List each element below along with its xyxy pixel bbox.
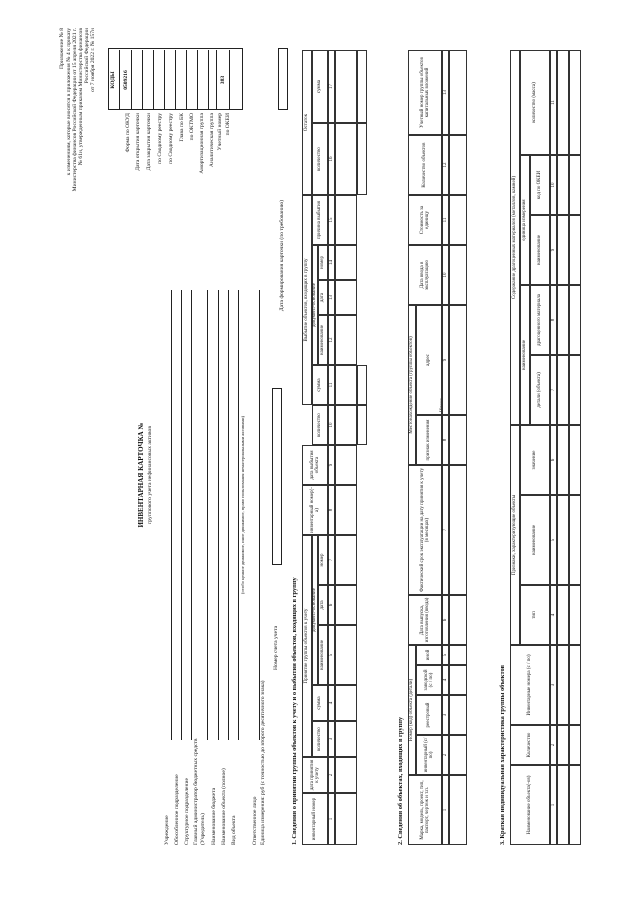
field-vid: Вид объекта — [231, 815, 237, 845]
section3-data-cell[interactable] — [557, 645, 569, 725]
section3-data-cell[interactable] — [569, 425, 581, 495]
section3-column-number: 6 — [550, 425, 557, 495]
section2-header-cell: Номер (код) объекта (детали) — [408, 645, 416, 775]
section2-column-number: 12 — [442, 135, 449, 195]
section2-header-cell: Дата выпуска, изготовления (ввода) — [408, 595, 442, 645]
field-schet: Номер счета учета — [273, 625, 279, 670]
section3-data-cell[interactable] — [557, 215, 569, 285]
section1-data-cell[interactable] — [335, 585, 357, 625]
section1-total-cell[interactable] — [357, 123, 367, 195]
appendix-line-2: Министерства финансов Российской Федерации от 15 апреля 2021 г. — [72, 28, 78, 192]
section3-header-cell: Инвентарные номера (с / по) — [510, 645, 550, 725]
section1-data-cell[interactable] — [335, 625, 357, 685]
section1-column-number: 17 — [328, 50, 335, 123]
section3-column-number: 8 — [550, 285, 557, 355]
field-obosobl: Обособленное подразделение — [174, 774, 180, 845]
section1-data-cell[interactable] — [335, 535, 357, 585]
open-date-label: Дата открытия карточки — [135, 113, 141, 171]
section1-total-cell[interactable] — [357, 405, 367, 445]
section2-data-cell[interactable] — [449, 645, 467, 665]
appendix-line-1: к изменениям, которые вносятся в приложения № 4 к приказу — [66, 28, 72, 176]
section1-header-cell: количество — [312, 405, 328, 445]
section1-header-cell: дата принятия к учету — [302, 757, 328, 793]
section3-data-cell[interactable] — [557, 495, 569, 585]
section1-column-number: 12 — [328, 315, 335, 365]
section1-data-cell[interactable] — [335, 123, 357, 195]
section1-header-cell: номер — [318, 535, 328, 585]
formed-date-label: Дата формирования карточки (по требованию) — [279, 200, 285, 312]
field-naimen: Наименование объекта (полное) — [221, 768, 227, 845]
field-vid-hint: (особо ценное движимое, иное движимое, право пользования нематериальными активами) — [240, 415, 245, 595]
section2-column-number: 1 — [442, 775, 449, 845]
section1-header-cell: сумма — [312, 365, 328, 405]
section1-header-cell: дата выбытия объекта — [302, 445, 328, 485]
section3-data-cell[interactable] — [569, 765, 581, 845]
section1-column-number: 15 — [328, 195, 335, 245]
section1-column-number: 5 — [328, 625, 335, 685]
section2-header-cell: Дата ввода в эксплуатацию — [408, 245, 442, 305]
section3-column-number: 7 — [550, 355, 557, 425]
section2-header-cell: Количество объектов — [408, 135, 442, 195]
section1-data-cell[interactable] — [335, 245, 357, 280]
field-uchrezhdenie: Учреждение — [164, 815, 170, 845]
field-strukt: Структурное подразделение — [184, 778, 190, 845]
section2-data-cell[interactable] — [449, 735, 467, 775]
section2-column-number: 10 — [442, 245, 449, 305]
section2-header-cell: признак изменения — [416, 415, 442, 465]
glava-bk-label: Глава по БК — [179, 113, 185, 142]
registry-label-2: по Сводному реестру — [168, 113, 174, 164]
section1-total-cell[interactable] — [357, 50, 367, 123]
okud-label: Форма по ОКУД — [125, 113, 131, 153]
section3-data-cell[interactable] — [569, 585, 581, 645]
section3-data-cell[interactable] — [557, 355, 569, 425]
field-byudzhet: Наименование бюджета — [211, 787, 217, 845]
section2-column-number: 3 — [442, 695, 449, 735]
section2-data-cell[interactable] — [449, 245, 467, 305]
section2-data-cell[interactable] — [449, 465, 467, 595]
registry-label-1: по Сводному реестру — [157, 113, 163, 164]
section3-data-cell[interactable] — [569, 50, 581, 155]
section3-header-cell: наименование — [530, 215, 550, 285]
section3-data-cell[interactable] — [569, 215, 581, 285]
section1-data-cell[interactable] — [335, 445, 357, 485]
section1-column-number: 11 — [328, 365, 335, 405]
section2-column-number: 8 — [442, 415, 449, 465]
section2-column-number: 9 — [442, 305, 449, 415]
section1-column-number: 7 — [328, 535, 335, 585]
section1-data-cell[interactable] — [335, 195, 357, 245]
section3-data-cell[interactable] — [569, 285, 581, 355]
section2-data-cell[interactable] — [449, 135, 467, 195]
section2-column-number: 11 — [442, 195, 449, 245]
section1-column-number: 10 — [328, 405, 335, 445]
section1-column-number: 8 — [328, 485, 335, 535]
close-date-label: Дата закрытия карточки — [146, 113, 152, 171]
section1-column-number: 16 — [328, 123, 335, 195]
section1-data-cell[interactable] — [335, 365, 357, 405]
section1-title: 1. Сведения о принятии группы объектов к учету и о выбытии объектов, входящих в группу — [291, 577, 298, 845]
section1-data-cell[interactable] — [335, 757, 357, 793]
card-subtitle: группового учета нефинансовых активов — [147, 426, 153, 524]
section3-column-number: 3 — [550, 645, 557, 725]
section1-header-cell: Выбытие объектов, входящих в группу — [302, 195, 312, 405]
section3-header-cell: Признаки, характеризующие объекты — [510, 425, 520, 645]
section1-data-cell[interactable] — [335, 721, 357, 757]
section3-header-cell: Содержание драгоценных материалов (металлов, камней) — [510, 50, 520, 425]
section3-data-cell[interactable] — [557, 725, 569, 765]
section1-column-number: 1 — [328, 793, 335, 845]
section3-header-cell: детали (объекта) — [530, 355, 550, 425]
section1-data-cell[interactable] — [335, 485, 357, 535]
section1-data-cell[interactable] — [335, 315, 357, 365]
section1-data-cell[interactable] — [335, 793, 357, 845]
section1-header-cell: причина выбытия — [312, 195, 328, 245]
section2-header-cell: Местонахождение объекта (группы объектов) — [408, 305, 416, 465]
amort-group-label: Амортизационная группа — [199, 113, 205, 174]
section3-data-cell[interactable] — [569, 155, 581, 215]
section2-column-number: 2 — [442, 735, 449, 775]
section3-data-cell[interactable] — [557, 585, 569, 645]
appendix-line-4: Российской Федерации — [84, 28, 90, 84]
section1-header-cell: Принятие группы объектов к учету — [302, 535, 312, 757]
section3-title: 3. Краткая индивидуальная характеристика группы объектов — [499, 664, 506, 845]
codes-header: КОДЫ — [110, 71, 116, 89]
section1-header-cell: инвентарный номер(-а) — [302, 485, 328, 535]
section3-column-number: 9 — [550, 215, 557, 285]
oktmo-label: по ОКТМО — [189, 113, 195, 141]
section1-data-cell[interactable] — [335, 50, 357, 123]
section1-header-cell: сумма — [312, 50, 328, 123]
section3-header-cell: наименование — [520, 285, 530, 425]
section2-header-cell: Учетный номер группы объектов капитальных вложений — [408, 50, 442, 135]
section3-header-cell: единица измерения — [520, 155, 530, 285]
section2-header-cell: иной — [416, 645, 442, 665]
section1-header-cell: сумма — [312, 685, 328, 721]
section1-data-cell[interactable] — [335, 685, 357, 721]
section2-header-cell: адрес — [416, 305, 442, 415]
field-glavny-1: Главный администратор бюджетных средств — [193, 738, 199, 845]
account-number-label: Учетный номер — [217, 113, 223, 151]
section1-header-cell: Остаток — [302, 50, 312, 195]
section1-data-cell[interactable] — [335, 280, 357, 315]
section2-header-cell: инвентарный (с/ по) — [416, 735, 442, 775]
section3-data-cell[interactable] — [557, 155, 569, 215]
section3-column-number: 1 — [550, 765, 557, 845]
section3-header-cell: тип — [520, 585, 550, 645]
section1-header-cell: наименование — [318, 625, 328, 685]
section1-data-cell[interactable] — [335, 405, 357, 445]
section1-header-cell: документ-основание — [312, 535, 318, 685]
section3-column-number: 11 — [550, 50, 557, 155]
formed-date-box — [278, 48, 288, 110]
section2-column-number: 13 — [442, 50, 449, 135]
section2-header-cell: заводской (с / по) — [416, 665, 442, 695]
section2-header-cell: Марка, модель, проект, тип, паспорт, чертеж и т.п. — [408, 775, 442, 845]
section3-header-cell: значение — [520, 425, 550, 495]
section3-data-cell[interactable] — [569, 645, 581, 725]
section2-column-number: 5 — [442, 645, 449, 665]
section1-header-cell: количество — [312, 123, 328, 195]
section3-data-cell[interactable] — [569, 495, 581, 585]
section3-column-number: 5 — [550, 495, 557, 585]
okei-label: по ОКЕИ — [225, 113, 231, 136]
section1-column-number: 13 — [328, 280, 335, 315]
section3-header-cell: количество (масса) — [520, 50, 550, 155]
section2-column-number: 4 — [442, 665, 449, 695]
okud-value: 0509216 — [123, 70, 129, 90]
section3-column-number: 2 — [550, 725, 557, 765]
section3-data-cell[interactable] — [569, 355, 581, 425]
section1-header-cell: инвентарный номер — [302, 793, 328, 845]
field-edinica: Единица измерения: руб (с точностью до второго десятичного знака) — [260, 680, 266, 845]
section1-itogo: Итого — [439, 397, 445, 413]
section2-data-cell[interactable] — [449, 775, 467, 845]
section3-column-number: 4 — [550, 585, 557, 645]
section1-header-cell: наименование — [318, 315, 328, 365]
section3-header-cell: Наименование объекта(-ов) — [510, 765, 550, 845]
section2-data-cell[interactable] — [449, 665, 467, 695]
section2-data-cell[interactable] — [449, 415, 467, 465]
card-title: ИНВЕНТАРНАЯ КАРТОЧКА № — [137, 422, 145, 528]
section3-data-cell[interactable] — [557, 285, 569, 355]
section2-column-number: 7 — [442, 465, 449, 595]
section3-header-cell: наименование — [520, 495, 550, 585]
section2-header-cell: реестровый — [416, 695, 442, 735]
section1-header-cell: документ-основание — [312, 245, 318, 365]
section2-title: 2. Сведения об объектах, входящих в группу — [397, 716, 404, 845]
section2-data-cell[interactable] — [449, 50, 467, 135]
section3-data-cell[interactable] — [557, 425, 569, 495]
section3-data-cell[interactable] — [557, 50, 569, 155]
section3-data-cell[interactable] — [557, 765, 569, 845]
section2-header-cell: Стоимость за единицу — [408, 195, 442, 245]
section1-header-cell: дата — [318, 585, 328, 625]
section2-data-cell[interactable] — [449, 195, 467, 245]
section1-total-cell[interactable] — [357, 365, 367, 405]
appendix-line-3: № 61н, утвержденным приказом Министерства финансов — [78, 28, 84, 166]
section1-column-number: 4 — [328, 685, 335, 721]
field-otvetstv: Ответственное лицо — [252, 796, 258, 845]
section1-column-number: 14 — [328, 245, 335, 280]
section3-header-cell: код по ОКЕИ — [530, 155, 550, 215]
section2-data-cell[interactable] — [449, 695, 467, 735]
section2-column-number: 6 — [442, 595, 449, 645]
appendix-number: Приложение № 8 — [59, 28, 65, 69]
appendix-line-5: от 7 ноября 2022 г. № 157н — [90, 28, 96, 92]
section1-header-cell: количество — [312, 721, 328, 757]
analytic-group-label: Аналитическая группа — [209, 113, 215, 168]
section2-header-cell: Фактический срок эксплуатации на дату принятия к учету (в месяцах) — [408, 465, 442, 595]
section1-column-number: 2 — [328, 757, 335, 793]
section1-column-number: 6 — [328, 585, 335, 625]
section1-header-cell: дата — [318, 280, 328, 315]
section1-column-number: 3 — [328, 721, 335, 757]
section2-data-cell[interactable] — [449, 595, 467, 645]
section3-header-cell: Количество — [510, 725, 550, 765]
okei-value: 383 — [220, 75, 226, 85]
section1-header-cell: номер — [318, 245, 328, 280]
section1-column-number: 9 — [328, 445, 335, 485]
field-glavny-2: (Учредитель) — [200, 813, 206, 845]
section2-data-cell[interactable] — [449, 305, 467, 415]
section3-header-cell: драгоценного материала — [530, 285, 550, 355]
section3-column-number: 10 — [550, 155, 557, 215]
account-number-box — [272, 388, 282, 565]
section3-data-cell[interactable] — [569, 725, 581, 765]
